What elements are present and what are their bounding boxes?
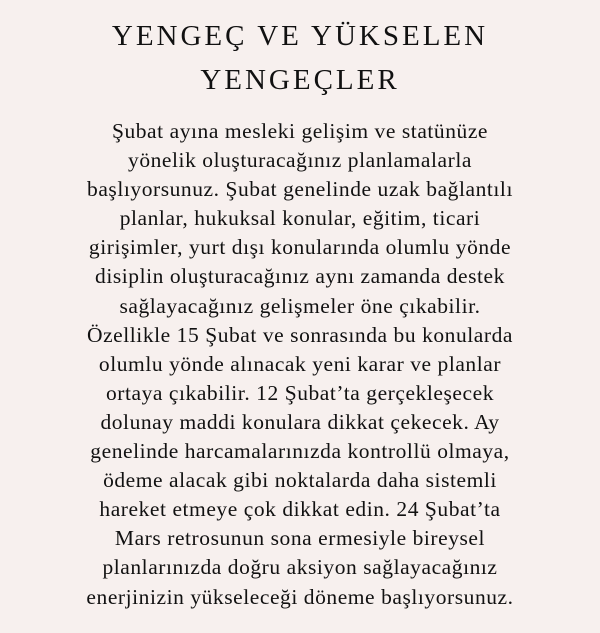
body-line: başlıyorsunuz. Şubat genelinde uzak bağlantılı (87, 177, 513, 202)
body-line: Özellikle 15 Şubat ve sonrasında bu konularda (87, 322, 513, 347)
body-line: ortaya çıkabilir. 12 Şubat’ta gerçekleşecek (105, 380, 494, 405)
body-line: Mars retrosunun sona ermesiyle bireysel (114, 526, 486, 551)
body-line: Şubat ayına mesleki gelişim ve statünüze (111, 119, 489, 143)
body-line: disiplin oluşturacağınız aynı zamanda destek (95, 264, 505, 289)
title-line: YENGEÇLER (200, 64, 400, 96)
body-line: hareket etmeye çok dikkat edin. 24 Şubat’ta (99, 497, 501, 522)
body-line: dolunay maddi konulara dikkat çekecek. Ay (100, 409, 500, 434)
title-line: YENGEÇ VE YÜKSELEN (111, 20, 489, 52)
body-line: yönelik oluşturacağınız planlamalarla (128, 148, 472, 173)
body-line: genelinde harcamalarınızda kontrollü olmaya, (90, 439, 510, 464)
body-line: enerjinizin yükseleceği döneme başlıyorsunuz. (86, 584, 514, 609)
body-line: planlar, hukuksal konular, eğitim, ticari (119, 206, 481, 231)
body-line: ödeme alacak gibi noktalarda daha sistemli (103, 468, 497, 493)
page-title (0, 14, 600, 102)
body-line: girişimler, yurt dışı konularında olumlu yönde (88, 235, 512, 260)
body-line: sağlayacağınız gelişmeler öne çıkabilir. (119, 293, 481, 318)
horoscope-body (0, 117, 600, 612)
body-line: olumlu yönde alınacak yeni karar ve planlar (98, 351, 502, 376)
body-line: planlarınızda doğru aksiyon sağlayacağınız (102, 555, 498, 580)
